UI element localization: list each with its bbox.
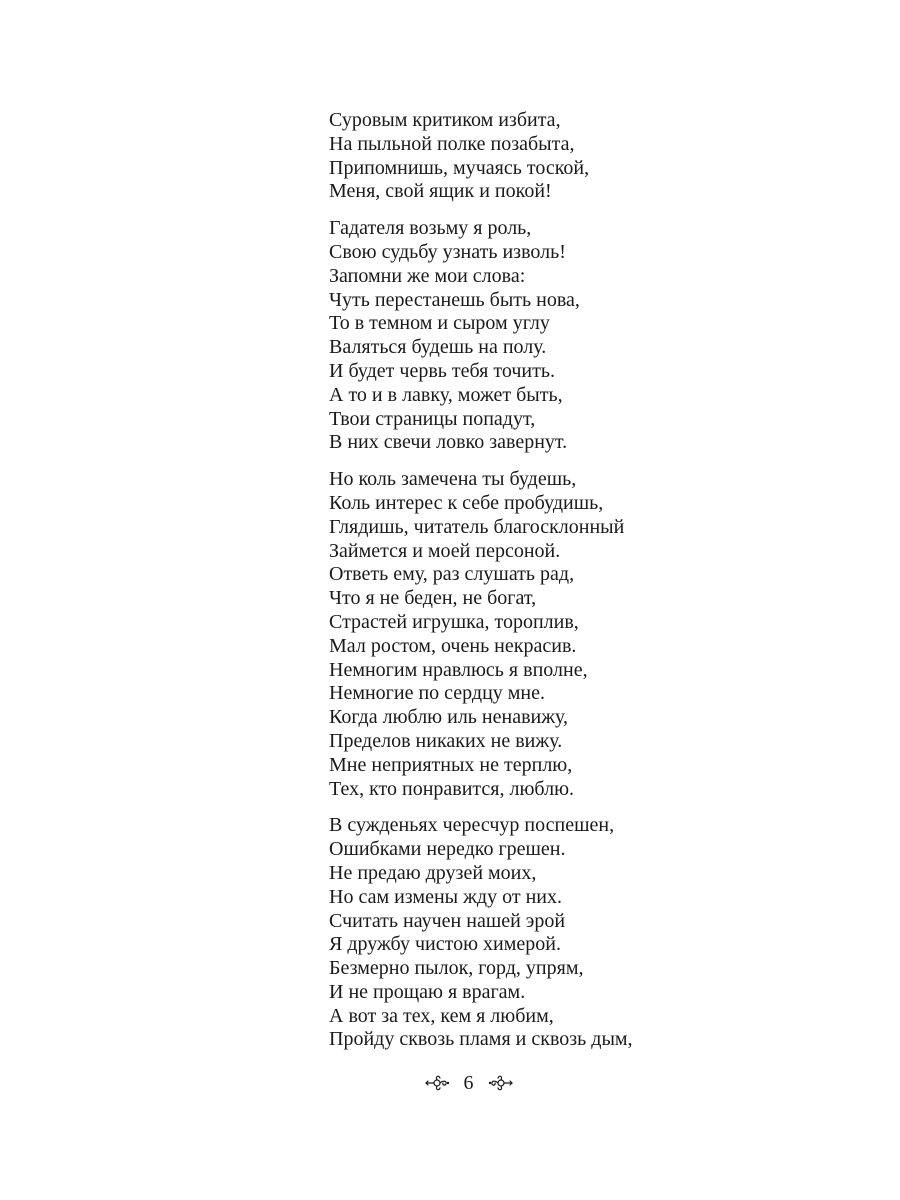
- poem-line: Ошибками нередко грешен.: [329, 838, 566, 861]
- poem-line: В сужденьях чересчур поспешен,: [329, 814, 615, 837]
- poem-line: Займется и моей персоной.: [329, 539, 561, 562]
- poem-line: Мне неприятных не терплю,: [329, 753, 573, 776]
- poem-line: Когда люблю иль ненавижу,: [329, 706, 569, 729]
- poem-line: На пыльной полке позабыта,: [329, 132, 575, 155]
- poem-line: Валяться будешь на полу.: [329, 336, 547, 359]
- poem-line: Свою судьбу узнать изволь!: [329, 240, 566, 263]
- poem-line: Немногие по сердцу мне.: [329, 682, 546, 705]
- stanza: [329, 109, 749, 204]
- left-flourish-ornament-icon: [424, 1073, 450, 1093]
- poem-line: Твои страницы попадут,: [329, 407, 536, 430]
- poem-line: Чуть перестанешь быть нова,: [329, 288, 580, 311]
- poem-line: Пределов никаких не вижу.: [329, 729, 563, 752]
- poem-line: Что я не беден, не богат,: [329, 587, 537, 610]
- page-number: 6: [463, 1072, 474, 1094]
- poem-line: Я дружбу чистою химерой.: [329, 933, 561, 956]
- poem-line: Тех, кто понравится, люблю.: [329, 777, 575, 800]
- poem-line: И будет червь тебя точить.: [329, 359, 555, 382]
- poem-line: Суровым критиком избита,: [329, 109, 561, 131]
- poem-line: Страстей игрушка, тороплив,: [329, 610, 579, 633]
- right-flourish-ornament-icon: [488, 1073, 514, 1093]
- page-footer: [0, 1071, 900, 1101]
- poem-line: Глядишь, читатель благосклонный: [329, 515, 625, 538]
- stanza: [329, 814, 749, 1052]
- poem-text: [329, 109, 749, 1052]
- poem-line: А то и в лавку, может быть,: [329, 383, 563, 406]
- poem-line: Пройду сквозь пламя и сквозь дым,: [329, 1028, 633, 1051]
- poem-line: То в темном и сыром углу: [329, 312, 550, 335]
- stanza: [329, 217, 749, 455]
- poem-line: И не прощаю я врагам.: [329, 980, 526, 1003]
- poem-line: Коль интерес к себе пробудишь,: [329, 491, 604, 514]
- poem-line: Не предаю друзей моих,: [329, 861, 537, 884]
- poem-line: В них свечи ловко завернут.: [329, 431, 568, 454]
- poem-line: Ответь ему, раз слушать рад,: [329, 563, 575, 586]
- stanza: [329, 468, 749, 801]
- poem-line: Припомнишь, мучаясь тоской,: [329, 156, 590, 179]
- poem-line: Меня, свой ящик и покой!: [329, 180, 552, 203]
- poem-line: Немногим нравлюсь я вполне,: [329, 658, 588, 681]
- poem-line: Считать научен нашей эрой: [329, 909, 566, 932]
- poem-line: А вот за тех, кем я любим,: [329, 1004, 554, 1027]
- poem-line: Безмерно пылок, горд, упрям,: [329, 957, 584, 980]
- poem-line: Запомни же мои слова:: [329, 264, 526, 287]
- poem-line: Но коль замечена ты будешь,: [329, 468, 577, 491]
- poem-line: Мал ростом, очень некрасив.: [329, 634, 577, 657]
- poem-line: Гадателя возьму я роль,: [329, 217, 532, 240]
- poem-line: Но сам измены жду от них.: [329, 885, 562, 908]
